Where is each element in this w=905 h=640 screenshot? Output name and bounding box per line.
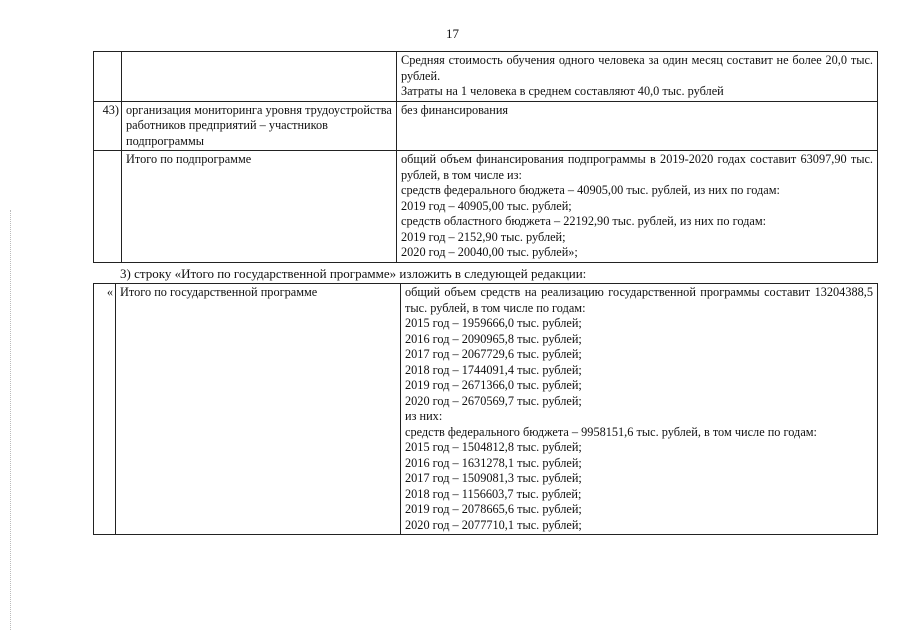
description-line: 2019 год – 2078665,6 тыс. рублей; [405, 502, 582, 516]
table-row-43 [94, 101, 878, 151]
row-name-cell: организация мониторинга уровня трудоустройства работников предприятий – участников подпрограммы [122, 101, 397, 151]
table-row-program-total [94, 284, 878, 535]
description-line: 2015 год – 1959666,0 тыс. рублей; [405, 316, 582, 330]
description-line: 2020 год – 2670569,7 тыс. рублей; [405, 393, 582, 408]
row-name-cell: Итого по подпрограмме [122, 151, 397, 263]
row-description-cell: без финансирования [397, 101, 878, 151]
description-line: 2018 год – 1744091,4 тыс. рублей; [405, 362, 582, 377]
description-line: 2019 год – 2152,90 тыс. рублей; [401, 229, 566, 244]
description-line: Затраты на 1 человека в среднем составляют 40,0 тыс. рублей [401, 84, 724, 98]
page-number: 17 [446, 26, 459, 41]
description-line: средств федерального бюджета – 40905,00 тыс. рублей, из них по годам: [401, 183, 780, 197]
description-line: из них: [405, 409, 443, 423]
description-line: 2017 год – 1509081,3 тыс. рублей; [405, 471, 582, 485]
subprogram-table [93, 51, 878, 263]
opening-quote-cell: « [94, 284, 116, 535]
description-line: общий объем средств на реализацию государственной программы составит 13204388,5 тыс. рублей, в том числе по годам: [405, 285, 873, 315]
row-name-cell [122, 52, 397, 102]
program-total-table [93, 283, 878, 535]
section-heading: 3) строку «Итого по государственной программе» изложить в следующей редакции: [120, 266, 587, 281]
description-line: 2018 год – 1156603,7 тыс. рублей; [405, 486, 582, 501]
row-number-cell: 43) [94, 101, 122, 151]
description-line: общий объем финансирования подпрограммы в 2019-2020 годах составит 63097,90 тыс. рублей, в том числе из: [401, 152, 873, 182]
description-line: 2019 год – 40905,00 тыс. рублей; [401, 198, 572, 213]
row-number-cell [94, 52, 122, 102]
row-description-cell [401, 284, 878, 535]
row-description-cell [397, 151, 878, 263]
description-line: Средняя стоимость обучения одного человека за один месяц составит не более 20,0 тыс. рублей. [401, 53, 873, 83]
scan-edge-mark [10, 210, 12, 630]
description-line: 2015 год – 1504812,8 тыс. рублей; [405, 440, 582, 454]
description-line: 2019 год – 2671366,0 тыс. рублей; [405, 378, 582, 392]
row-number-cell [94, 151, 122, 263]
table-row-continued [94, 52, 878, 102]
description-line: 2016 год – 1631278,1 тыс. рублей; [405, 455, 582, 470]
description-line: 2020 год – 20040,00 тыс. рублей»; [401, 245, 578, 259]
table-row-total [94, 151, 878, 263]
row-description-cell [397, 52, 878, 102]
description-line: 2017 год – 2067729,6 тыс. рублей; [405, 347, 582, 361]
description-line: средств областного бюджета – 22192,90 тыс. рублей, из них по годам: [401, 214, 767, 228]
description-line: 2016 год – 2090965,8 тыс. рублей; [405, 331, 582, 346]
description-line: 2020 год – 2077710,1 тыс. рублей; [405, 517, 582, 532]
row-name-cell: Итого по государственной программе [116, 284, 401, 535]
description-line: средств федерального бюджета – 9958151,6 тыс. рублей, в том числе по годам: [405, 424, 817, 439]
